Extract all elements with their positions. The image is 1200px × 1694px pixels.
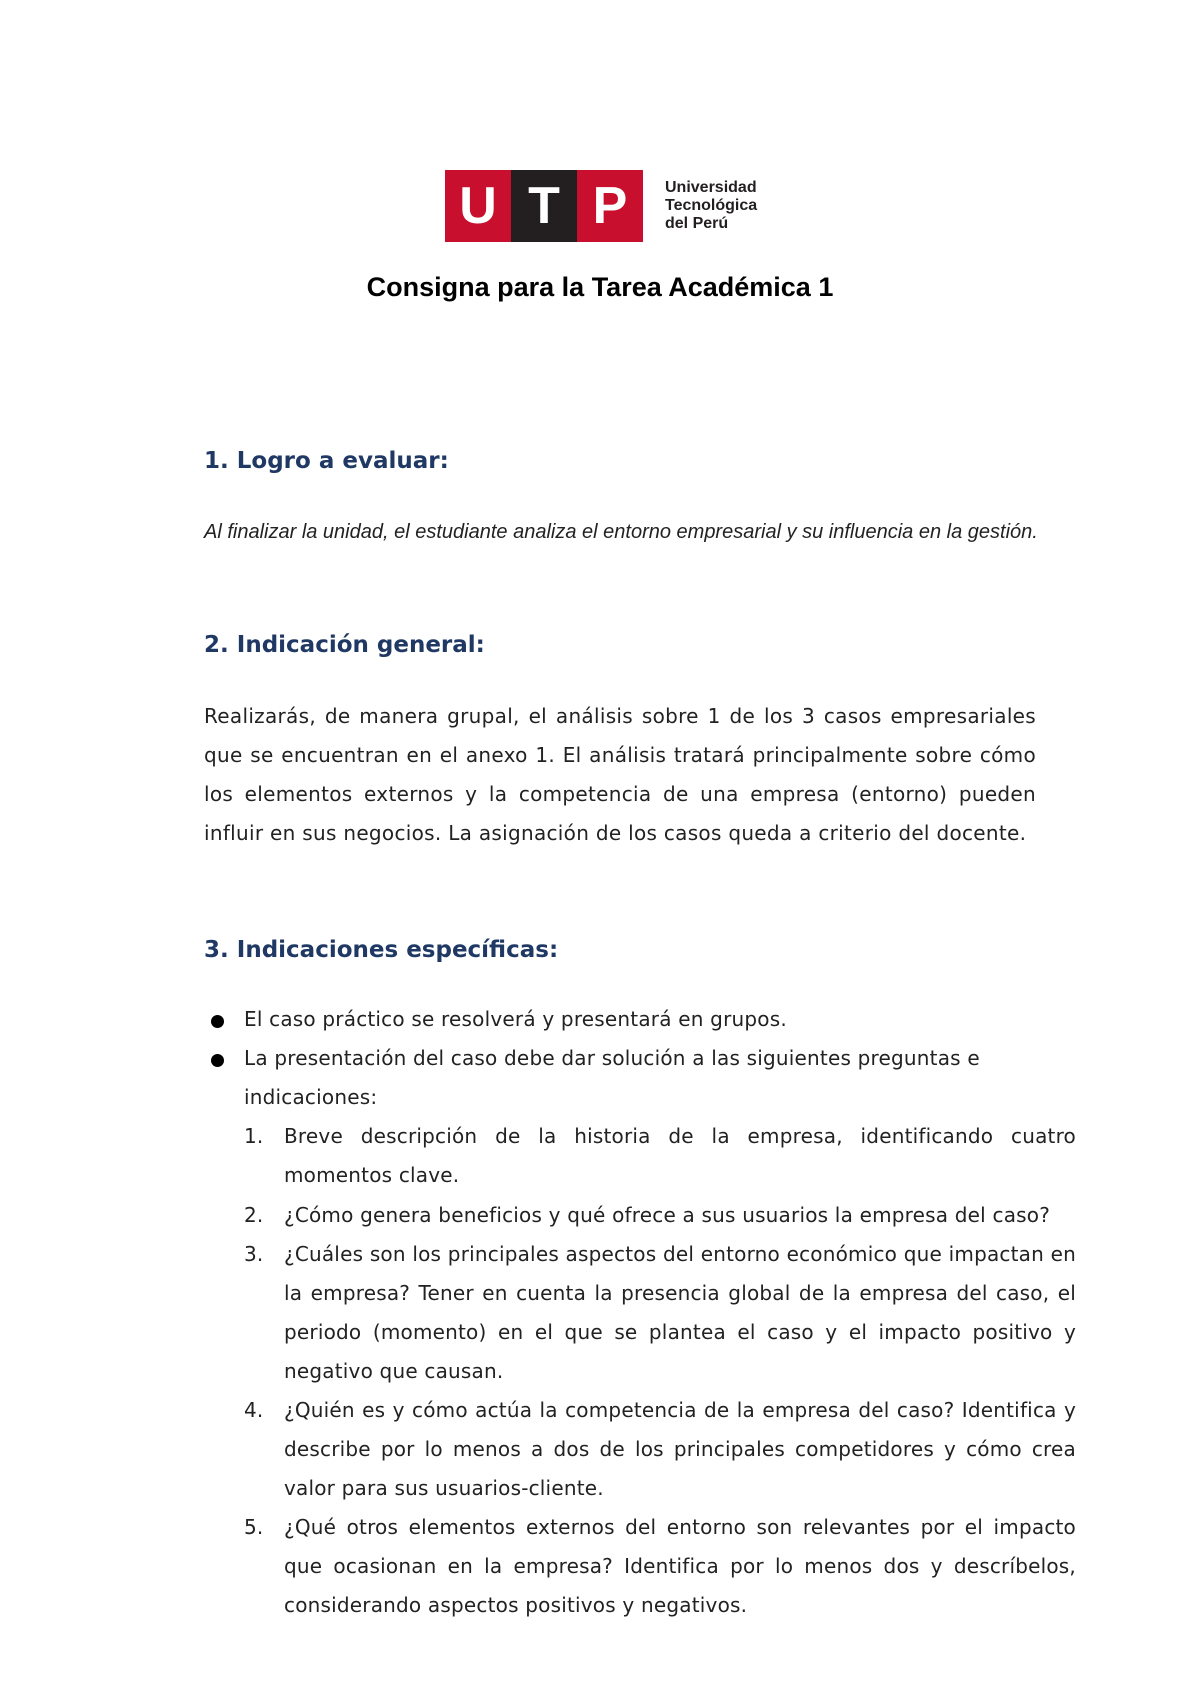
section-3-number: 3. <box>204 937 229 963</box>
question-number: 1. <box>244 1124 264 1148</box>
bullet-text: El caso práctico se resolverá y presentará en grupos. <box>244 1007 787 1031</box>
question-item <box>244 1195 1096 1235</box>
logo-text-line-2: Tecnológica <box>665 197 758 214</box>
logo-text-line-1: Universidad <box>665 179 757 196</box>
bullet-text: La presentación del caso debe dar solución a las siguientes preguntas e indicaciones: <box>244 1046 980 1109</box>
logo-letter-t: T <box>528 177 560 235</box>
question-number: 3. <box>244 1242 264 1266</box>
section-2-title: Indicación general: <box>236 632 485 658</box>
section-1-heading <box>204 448 449 474</box>
question-number: 5. <box>244 1515 264 1539</box>
question-text: ¿Cómo genera beneficios y qué ofrece a sus usuarios la empresa del caso? <box>284 1203 1051 1227</box>
specific-indications-list <box>204 1000 1076 1625</box>
logo-letter-u: U <box>459 177 497 235</box>
logo-text-line-3: del Perú <box>665 215 729 232</box>
question-text: ¿Quién es y cómo actúa la competencia de la empresa del caso? Identifica y describe por lo menos a dos de los principales competidores y cómo crea valor para sus usuarios-cliente. <box>284 1398 1076 1500</box>
question-item <box>244 1391 1076 1508</box>
utp-logo <box>445 170 765 242</box>
bullet-icon <box>211 1054 224 1067</box>
bullet-item <box>204 1039 1076 1625</box>
question-item <box>244 1508 1076 1625</box>
section-3-title: Indicaciones específicas: <box>236 937 559 963</box>
question-text: ¿Cuáles son los principales aspectos del entorno económico que impactan en la empresa? Tener en cuenta la presencia global de la empresa del caso, el periodo (momento) en el que se plantea el caso y el impacto positivo y negativo que causan. <box>284 1242 1076 1383</box>
question-number: 2. <box>244 1203 264 1227</box>
question-item <box>244 1117 1076 1195</box>
section-3-heading <box>204 937 558 963</box>
section-1-number: 1. <box>204 448 229 474</box>
document-title: Consigna para la Tarea Académica 1 <box>366 272 834 302</box>
question-text: Breve descripción de la historia de la empresa, identificando cuatro momentos clave. <box>284 1124 1076 1187</box>
utp-logo-graphic <box>445 170 765 242</box>
question-number: 4. <box>244 1398 264 1422</box>
section-2-number: 2. <box>204 632 229 658</box>
section-1-body: Al finalizar la unidad, el estudiante analiza el entorno empresarial y su influencia en la gestión. <box>204 521 1038 543</box>
section-2-heading <box>204 632 485 658</box>
question-item <box>244 1235 1076 1391</box>
logo-letter-p: P <box>592 177 628 235</box>
questions-list <box>244 1117 1076 1625</box>
section-2-body: Realizarás, de manera grupal, el análisis sobre 1 de los 3 casos empresariales que se encuentran en el anexo 1. El análisis tratará principalmente sobre cómo los elementos externos y la competencia de una empresa (entorno) pueden influir en sus negocios. La asignación de los casos queda a criterio del docente. <box>204 704 1036 845</box>
section-1-title: Logro a evaluar: <box>236 448 449 474</box>
bullet-icon <box>211 1015 224 1028</box>
bullet-item <box>204 1000 1054 1039</box>
question-text: ¿Qué otros elementos externos del entorno son relevantes por el impacto que ocasionan en la empresa? Identifica por lo menos dos y descríbelos, considerando aspectos positivos y negativos. <box>284 1515 1076 1617</box>
